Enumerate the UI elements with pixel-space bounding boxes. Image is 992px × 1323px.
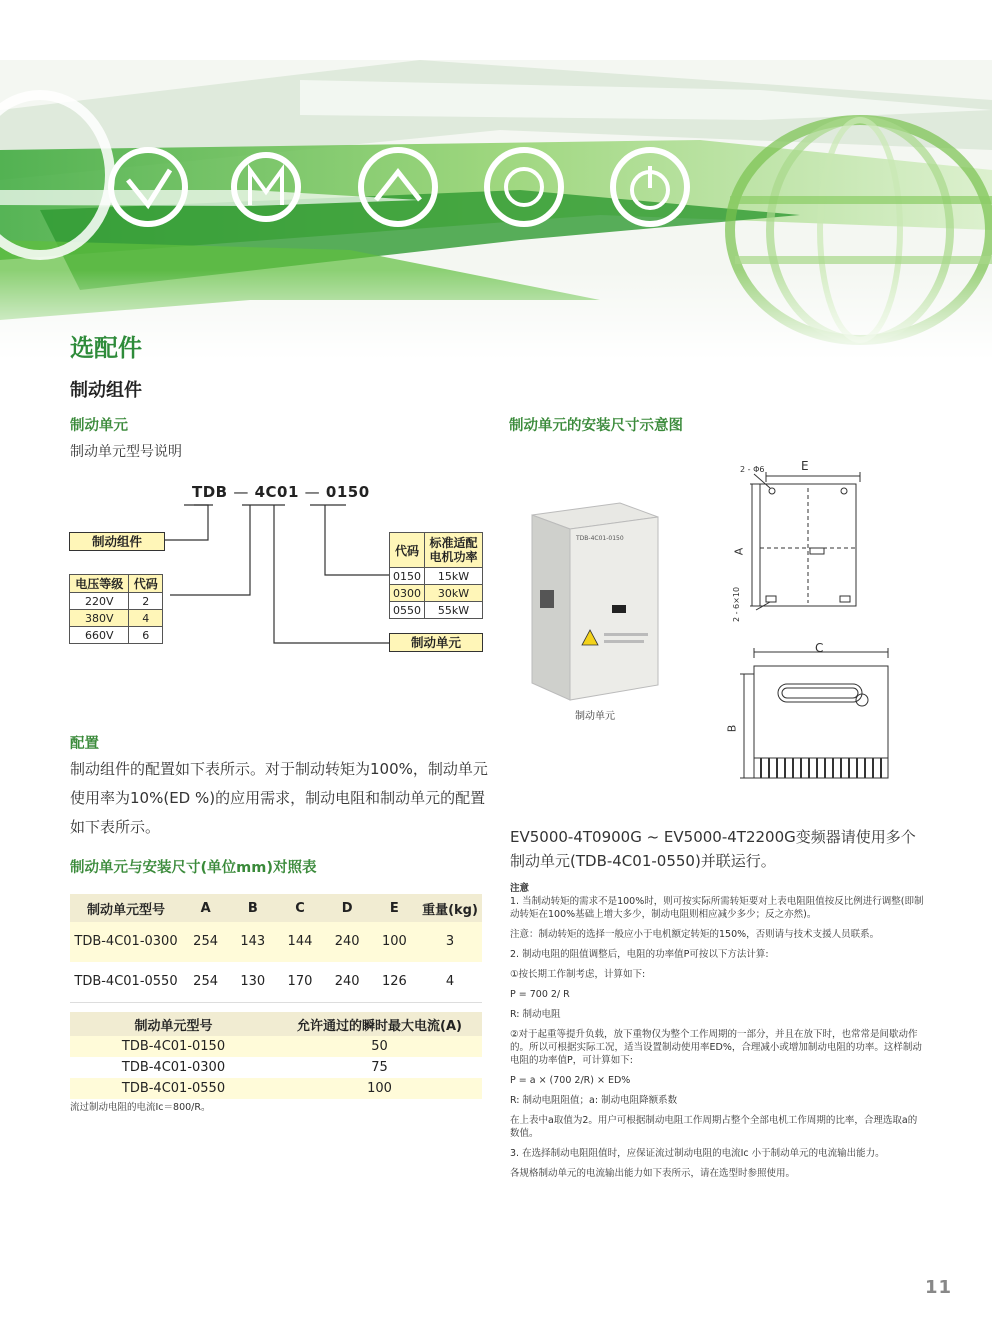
table-cell: 55kW [425,602,483,619]
dim-e: E [801,459,809,473]
notes-title: 注意 [510,883,530,894]
current-header: 制动单元型号 [70,1012,277,1036]
current-header: 允许通过的瞬时最大电流(A) [277,1012,482,1036]
power-code-header: 代码 [390,533,425,568]
notes-block [510,882,924,1180]
table-cell: 100 [371,922,418,962]
table-cell: TDB-4C01-0550 [70,962,182,1003]
photo-label: TDB-4C01-0150 [576,535,624,542]
voltage-code-header: 代码 [129,575,163,593]
subsection-title: 制动组件 [70,380,142,401]
table-cell: 4 [418,962,482,1003]
code-suffix: 0150 [325,483,370,501]
model-code [192,483,370,501]
table-cell: 126 [371,962,418,1003]
note-item: P = a × (700 2/R) × ED% [510,1075,631,1086]
table-cell: 100 [277,1078,482,1099]
dimension-drawing [730,458,900,788]
section-title: 选配件 [70,334,142,362]
note-item: 3. 在选择制动电阻阻值时，应保证流过制动电阻的电流Ic 小于制动单元的电流输出能力。 [510,1148,885,1159]
note-item: P = 700 2/ R [510,989,570,1000]
code-middle: 4C01 [254,483,299,501]
note-item: 2. 制动电阻的阻值调整后，电阻的功率值P可按以下方法计算: [510,949,769,960]
table-cell: 30kW [425,585,483,602]
drawing-title: 制动单元的安装尺寸示意图 [509,418,683,434]
table-cell: 143 [229,922,276,962]
table-cell: 660V [70,627,129,644]
code-connector-lines [150,500,390,650]
dim-table-title: 制动单元与安装尺寸(单位mm)对照表 [70,860,317,876]
table-cell: 2 [129,593,163,610]
current-table [70,1012,482,1099]
table-cell: 170 [276,962,323,1003]
header-banner [0,0,992,360]
table-cell: TDB-4C01-0300 [121,1060,226,1075]
table-cell: 144 [276,922,323,962]
table-cell: 50 [277,1036,482,1057]
table-cell: 3 [418,922,482,962]
power-table [389,532,483,619]
banner-graphic [0,0,992,360]
model-desc: 制动单元型号说明 [70,444,182,460]
label-component: 制动组件 [69,532,165,551]
current-note: 流过制动电阻的电流Ic＝800/R。 [70,1102,211,1113]
config-title: 配置 [70,736,99,752]
table-cell: 0550 [390,602,425,619]
table-cell: 220V [70,593,129,610]
dim-side-holes: 2 - 6×10 [732,586,741,622]
dimension-table [70,894,482,1003]
note-item: 在上表中a取值为2。用户可根据制动电阻工作周期占整个全部电机工作周期的比率，合理选取a的数值。 [510,1115,918,1139]
table-row [70,1057,482,1078]
voltage-table [69,574,163,644]
dim-c: C [815,641,824,655]
table-row [70,962,482,1003]
config-text: 制动组件的配置如下表所示。对于制动转矩为100%，制动单元使用率为10%(ED %)的应用需求，制动电阻和制动单元的配置如下表所示。 [70,760,488,836]
table-cell: 240 [324,922,371,962]
note-item: R: 制动电阻阻值；a: 制动电阻降额系数 [510,1095,678,1106]
table-row [70,1036,482,1057]
table-cell: 130 [229,962,276,1003]
table-cell: 254 [182,962,229,1003]
table-cell: 4 [129,610,163,627]
note-item: 注意：制动转矩的选择一般应小于电机额定转矩的150%，否则请与技术支援人员联系。 [510,929,880,940]
photo-caption: 制动单元 [575,711,615,722]
table-cell: TDB-4C01-0550 [70,1078,277,1099]
code-dash-1: — [233,483,249,501]
page-number: 11 [925,1277,953,1298]
note-item: R: 制动电阻 [510,1009,561,1020]
dim-b: B [725,724,739,733]
dim-a: A [732,547,746,556]
code-dash-2: — [304,483,321,501]
note-item: ②对于起重等提升负载，放下重物仅为整个工作周期的一部分，并且在放下时，也常常是间歇动作的。所以可根据实际工况，适当设置制动使用率ED%，合理减小或增加制动电阻的功率。这样制动电阻的功率值P，可计算如下: [510,1029,922,1066]
dim-header: D [324,894,371,922]
table-cell: 0300 [390,585,425,602]
table-cell: 254 [182,922,229,962]
voltage-header: 电压等级 [70,575,129,593]
dim-header: 制动单元型号 [70,894,182,922]
table-cell: 15kW [425,568,483,585]
table-row [70,922,482,962]
table-cell: 380V [70,610,129,627]
dim-header: E [371,894,418,922]
unit-title: 制动单元 [70,418,128,434]
dim-header: A [182,894,229,922]
dim-top-holes: 2 - Φ6 [740,465,765,474]
table-cell: 6 [129,627,163,644]
unit-photo [520,495,670,705]
dim-header: 重量(kg) [418,894,482,922]
table-cell: TDB-4C01-0150 [70,1036,277,1057]
dim-header: C [276,894,323,922]
note-item: 1. 当制动转矩的需求不是100%时，则可按实际所需转矩要对上表电阻阻值按反比例进行调整(即制动转矩在100%基础上增大多少，制动电阻则相应减少多少；反之亦然)。 [510,896,924,920]
code-prefix: TDB [192,483,228,501]
table-cell: 0150 [390,568,425,585]
note-item: ①按长期工作制考虑，计算如下: [510,969,646,980]
table-cell: TDB-4C01-0300 [70,922,182,962]
dim-header: B [229,894,276,922]
power-rating-header: 标准适配电机功率 [425,533,483,568]
label-unit: 制动单元 [389,633,483,652]
table-cell: 240 [324,962,371,1003]
parallel-text: EV5000-4T0900G ~ EV5000-4T2200G变频器请使用多个制动单元(TDB-4C01-0550)并联运行。 [510,828,916,870]
table-row [70,1078,482,1099]
table-cell: 75 [371,1060,388,1075]
note-item: 各规格制动单元的电流输出能力如下表所示，请在选型时参照使用。 [510,1168,796,1179]
